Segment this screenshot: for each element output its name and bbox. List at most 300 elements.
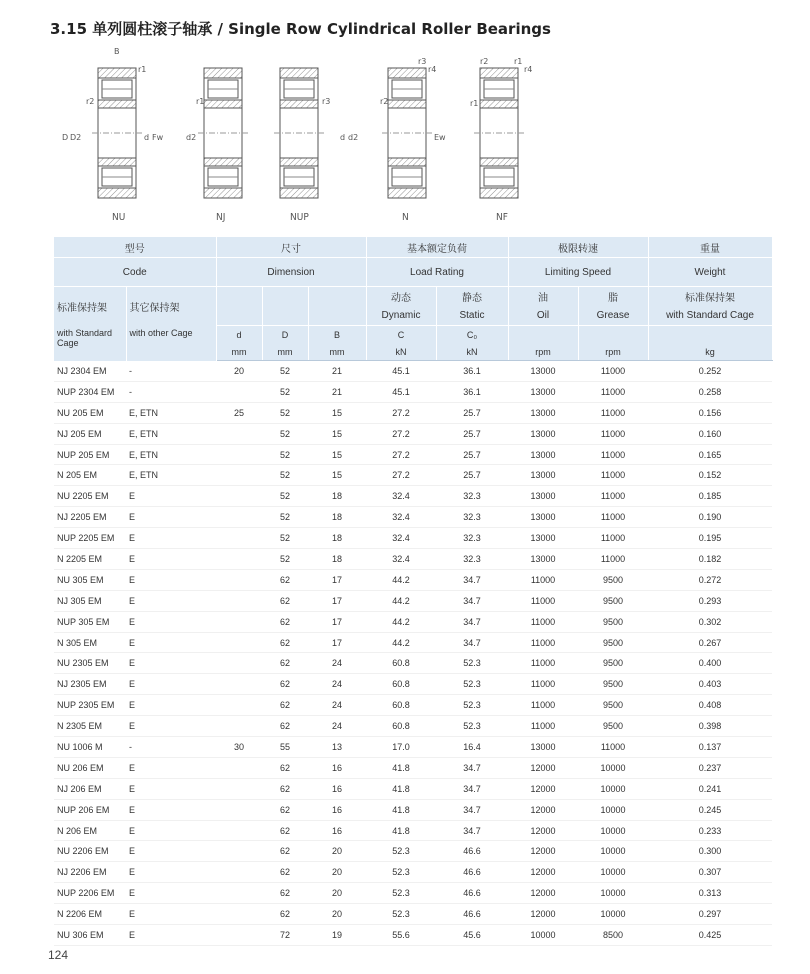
cell-oil: 13000 xyxy=(530,512,556,523)
cell-other: E xyxy=(129,574,136,585)
cell-b: 17 xyxy=(331,637,342,648)
cell-other: E xyxy=(129,679,136,690)
cell-d xyxy=(216,549,262,570)
cell-c0: 34.7 xyxy=(463,804,481,815)
cell-other: E, ETN xyxy=(129,407,159,418)
cell-grease: 11000 xyxy=(600,407,626,418)
cell-w: 0.185 xyxy=(698,491,722,502)
cell-code: NU 1006 M xyxy=(57,741,103,752)
cell-b: 20 xyxy=(331,846,342,857)
cell-c0: 46.6 xyxy=(463,888,481,899)
table-row xyxy=(54,486,772,507)
header-unit-oil: rpm xyxy=(508,344,578,361)
cell-d: 62 xyxy=(279,637,290,648)
outer-ring-top xyxy=(388,68,426,78)
dim-label-Fw: Fw xyxy=(152,133,164,142)
dim-label-D2: D2 xyxy=(70,133,82,142)
cell-grease: 10000 xyxy=(600,909,626,920)
outer-ring-bottom xyxy=(98,188,136,198)
cell-b: 15 xyxy=(331,470,342,481)
table-row xyxy=(54,925,772,946)
outer-ring-bottom xyxy=(280,188,318,198)
table-row xyxy=(54,549,772,570)
cell-grease: 9500 xyxy=(602,616,624,627)
dim-label-r4-n: r4 xyxy=(428,65,437,74)
inner-ring-bottom xyxy=(98,158,136,166)
cell-w: 0.293 xyxy=(698,595,722,606)
dim-label-d2-nj: d2 xyxy=(186,133,197,142)
cell-c: 27.2 xyxy=(392,470,410,481)
table-row xyxy=(54,674,772,695)
bearing-diagrams xyxy=(40,46,800,236)
cell-grease: 10000 xyxy=(600,762,626,773)
dim-label-d: d xyxy=(144,133,150,142)
diagram-label-n: N xyxy=(402,212,409,223)
cell-w: 0.313 xyxy=(698,888,722,899)
cell-other: E xyxy=(129,491,136,502)
cell-c0: 34.7 xyxy=(463,637,481,648)
cell-b: 24 xyxy=(331,658,342,669)
diagram-label-nu: NU xyxy=(112,212,126,223)
table-row xyxy=(54,423,772,444)
header-dimension-en: Dimension xyxy=(216,258,366,287)
cell-b: 16 xyxy=(331,804,342,815)
cell-oil: 13000 xyxy=(530,470,556,481)
cell-b: 15 xyxy=(331,407,342,418)
cell-c0: 32.3 xyxy=(463,491,481,502)
cell-d: 52 xyxy=(279,365,290,376)
cell-d: 52 xyxy=(279,470,290,481)
cell-d xyxy=(216,653,262,674)
cell-w: 0.237 xyxy=(698,762,722,773)
table-row xyxy=(54,507,772,528)
cell-other: E, ETN xyxy=(129,449,159,460)
cell-oil: 12000 xyxy=(530,909,556,920)
cell-b: 18 xyxy=(331,512,342,523)
cell-oil: 12000 xyxy=(530,867,556,878)
cell-code: NJ 206 EM xyxy=(57,783,102,794)
header-std-cage-cn: 标准保持架 xyxy=(54,287,126,326)
cell-grease: 9500 xyxy=(602,658,624,669)
cell-grease: 9500 xyxy=(602,574,624,585)
cell-grease: 10000 xyxy=(600,825,626,836)
cell-c0: 25.7 xyxy=(463,449,481,460)
cell-d: 62 xyxy=(279,679,290,690)
table-row xyxy=(54,883,772,904)
header-dynamic-en: Dynamic xyxy=(366,306,436,326)
cell-code: N 2205 EM xyxy=(57,553,103,564)
cell-w: 0.195 xyxy=(698,533,722,544)
cell-d: 62 xyxy=(279,804,290,815)
dim-label-r1-nj: r1 xyxy=(196,97,205,106)
cell-grease: 10000 xyxy=(600,888,626,899)
cell-oil: 12000 xyxy=(530,804,556,815)
cell-grease: 11000 xyxy=(600,491,626,502)
cell-d: 62 xyxy=(279,762,290,773)
cell-oil: 12000 xyxy=(530,762,556,773)
cell-d xyxy=(216,632,262,653)
header-sym-C0: C₀ xyxy=(436,326,508,345)
cell-d xyxy=(216,528,262,549)
table-row xyxy=(54,820,772,841)
cell-oil: 13000 xyxy=(530,428,556,439)
cell-c0: 45.6 xyxy=(463,929,481,940)
cell-other: E xyxy=(129,804,136,815)
inner-ring-bottom xyxy=(204,158,242,166)
cell-c: 27.2 xyxy=(392,449,410,460)
cell-other: E xyxy=(129,867,136,878)
outer-ring-bottom xyxy=(480,188,518,198)
table-row xyxy=(54,361,772,382)
cell-grease: 9500 xyxy=(602,637,624,648)
cell-oil: 13000 xyxy=(530,407,556,418)
cell-c: 44.2 xyxy=(392,637,410,648)
cell-c: 32.4 xyxy=(392,491,410,502)
header-speed-en: Limiting Speed xyxy=(508,258,648,287)
table-row xyxy=(54,799,772,820)
cell-d: 72 xyxy=(279,929,290,940)
bearing-section-3 xyxy=(382,68,432,198)
cell-c: 41.8 xyxy=(392,804,410,815)
table-row xyxy=(54,611,772,632)
cell-oil: 13000 xyxy=(530,741,556,752)
cell-oil: 11000 xyxy=(530,616,556,627)
cell-c: 60.8 xyxy=(392,679,410,690)
cell-code: NJ 2206 EM xyxy=(57,867,107,878)
cell-w: 0.302 xyxy=(698,616,722,627)
cell-w: 0.160 xyxy=(698,428,722,439)
cell-w: 0.307 xyxy=(698,867,722,878)
cell-d xyxy=(216,423,262,444)
header-weight-cage-en: with Standard Cage xyxy=(648,306,772,326)
cell-grease: 10000 xyxy=(600,846,626,857)
table-row xyxy=(54,569,772,590)
cell-d: 52 xyxy=(279,533,290,544)
cell-oil: 11000 xyxy=(530,700,556,711)
dim-label-r4-nf: r4 xyxy=(524,65,533,74)
cell-grease: 11000 xyxy=(600,386,626,397)
bearing-section-0 xyxy=(92,68,142,198)
cell-d xyxy=(216,381,262,402)
inner-ring-top xyxy=(204,100,242,108)
header-weight-cn: 重量 xyxy=(648,237,772,258)
cell-d xyxy=(216,799,262,820)
cell-d xyxy=(216,486,262,507)
dim-label-ew: Ew xyxy=(434,133,446,142)
header-oil-en: Oil xyxy=(508,306,578,326)
cell-code: NUP 2206 EM xyxy=(57,888,115,899)
diagram-label-nf: NF xyxy=(496,212,508,223)
cell-d: 52 xyxy=(279,491,290,502)
cell-c0: 34.7 xyxy=(463,595,481,606)
cell-other: E xyxy=(129,533,136,544)
cell-d xyxy=(216,925,262,946)
cell-d xyxy=(216,674,262,695)
cell-c: 32.4 xyxy=(392,533,410,544)
cell-c: 27.2 xyxy=(392,428,410,439)
cell-c: 52.3 xyxy=(392,888,410,899)
cell-c0: 36.1 xyxy=(463,365,481,376)
cell-d: 52 xyxy=(279,428,290,439)
cell-c0: 52.3 xyxy=(463,679,481,690)
cell-b: 20 xyxy=(331,888,342,899)
cell-code: NUP 206 EM xyxy=(57,804,110,815)
cell-code: NJ 205 EM xyxy=(57,428,102,439)
header-other-cage-en: with other Cage xyxy=(126,326,216,361)
cell-other: - xyxy=(129,741,132,752)
cell-d xyxy=(216,611,262,632)
cell-w: 0.258 xyxy=(698,386,722,397)
cell-d xyxy=(216,569,262,590)
header-weight-en: Weight xyxy=(648,258,772,287)
cell-b: 18 xyxy=(331,553,342,564)
cell-grease: 10000 xyxy=(600,804,626,815)
cell-grease: 9500 xyxy=(602,679,624,690)
header-unit-grease: rpm xyxy=(578,344,648,361)
header-load-en: Load Rating xyxy=(366,258,508,287)
header-oil-cn: 油 xyxy=(508,287,578,307)
table-row xyxy=(54,737,772,758)
cell-d: 62 xyxy=(279,658,290,669)
cell-d xyxy=(216,883,262,904)
cell-c: 52.3 xyxy=(392,909,410,920)
outer-ring-top xyxy=(204,68,242,78)
cell-c: 41.8 xyxy=(392,783,410,794)
cell-code: NUP 2305 EM xyxy=(57,700,115,711)
page-number: 124 xyxy=(48,948,69,962)
inner-ring-top xyxy=(388,100,426,108)
cell-w: 0.425 xyxy=(698,929,722,940)
cell-other: E xyxy=(129,700,136,711)
cell-grease: 10000 xyxy=(600,783,626,794)
cell-w: 0.297 xyxy=(698,909,722,920)
cell-b: 16 xyxy=(331,783,342,794)
cell-other: E xyxy=(129,595,136,606)
cell-d xyxy=(216,778,262,799)
cell-b: 24 xyxy=(331,679,342,690)
header-grease-cn: 脂 xyxy=(578,287,648,307)
cell-oil: 11000 xyxy=(530,721,556,732)
cell-c0: 36.1 xyxy=(463,386,481,397)
dim-label-r2-n: r2 xyxy=(380,97,389,106)
table-row xyxy=(54,757,772,778)
header-model-cn: 型号 xyxy=(54,237,216,258)
cell-b: 24 xyxy=(331,700,342,711)
outer-ring-top xyxy=(98,68,136,78)
cell-c0: 25.7 xyxy=(463,428,481,439)
cell-d xyxy=(216,716,262,737)
cell-c: 41.8 xyxy=(392,762,410,773)
cell-c0: 46.6 xyxy=(463,909,481,920)
cell-b: 13 xyxy=(331,741,342,752)
table-row xyxy=(54,402,772,423)
cell-d: 62 xyxy=(279,700,290,711)
cell-d: 62 xyxy=(279,783,290,794)
cell-w: 0.245 xyxy=(698,804,722,815)
outer-ring-top xyxy=(280,68,318,78)
cell-d: 30 xyxy=(233,741,244,752)
cell-other: - xyxy=(129,365,132,376)
cell-d xyxy=(216,444,262,465)
cell-c0: 34.7 xyxy=(463,616,481,627)
cell-code: NUP 2304 EM xyxy=(57,386,115,397)
cell-c: 32.4 xyxy=(392,512,410,523)
cell-code: NU 2205 EM xyxy=(57,491,109,502)
table-row xyxy=(54,381,772,402)
table-row xyxy=(54,862,772,883)
cell-d: 20 xyxy=(233,365,244,376)
cell-grease: 9500 xyxy=(602,721,624,732)
cell-b: 24 xyxy=(331,721,342,732)
cell-grease: 11000 xyxy=(600,533,626,544)
table-row xyxy=(54,465,772,486)
cell-d: 52 xyxy=(279,449,290,460)
cell-c0: 46.6 xyxy=(463,846,481,857)
header-std-cage-en: with Standard Cage xyxy=(54,326,126,361)
cell-other: E xyxy=(129,616,136,627)
cell-other: E xyxy=(129,929,136,940)
dim-label-d2-nup: d2 xyxy=(348,133,359,142)
inner-ring-top xyxy=(480,100,518,108)
cell-c: 52.3 xyxy=(392,867,410,878)
cell-code: NUP 205 EM xyxy=(57,449,110,460)
dim-label-r3-n: r3 xyxy=(418,57,427,66)
header-unit-D: mm xyxy=(262,344,308,361)
cell-c0: 25.7 xyxy=(463,407,481,418)
cell-d: 52 xyxy=(279,553,290,564)
table-row xyxy=(54,695,772,716)
cell-other: E xyxy=(129,783,136,794)
cell-other: E xyxy=(129,888,136,899)
cell-other: E xyxy=(129,658,136,669)
cell-w: 0.300 xyxy=(698,846,722,857)
cell-grease: 11000 xyxy=(600,470,626,481)
cell-d: 62 xyxy=(279,909,290,920)
header-grease-en: Grease xyxy=(578,306,648,326)
cell-d xyxy=(216,507,262,528)
cell-w: 0.398 xyxy=(698,721,722,732)
cell-other: E xyxy=(129,553,136,564)
dim-label-r2-nf: r2 xyxy=(480,57,489,66)
cell-w: 0.137 xyxy=(698,741,722,752)
table-row xyxy=(54,904,772,925)
cell-code: NU 206 EM xyxy=(57,762,104,773)
cell-code: NUP 2205 EM xyxy=(57,533,115,544)
cell-c: 41.8 xyxy=(392,825,410,836)
cell-d: 62 xyxy=(279,574,290,585)
cell-w: 0.408 xyxy=(698,700,722,711)
bearing-section-4 xyxy=(474,68,524,198)
table-row xyxy=(54,590,772,611)
cell-grease: 10000 xyxy=(600,867,626,878)
cell-other: E, ETN xyxy=(129,470,159,481)
cell-code: NJ 2305 EM xyxy=(57,679,107,690)
cell-grease: 9500 xyxy=(602,595,624,606)
cell-c: 44.2 xyxy=(392,574,410,585)
header-weight-cage-cn: 标准保持架 xyxy=(648,287,772,307)
cell-code: N 206 EM xyxy=(57,825,98,836)
cell-grease: 11000 xyxy=(600,553,626,564)
cell-oil: 13000 xyxy=(530,449,556,460)
cell-c: 55.6 xyxy=(392,929,410,940)
diagram-label-nj: NJ xyxy=(216,212,226,223)
cell-code: N 205 EM xyxy=(57,470,98,481)
cell-c: 60.8 xyxy=(392,658,410,669)
cell-code: N 2305 EM xyxy=(57,721,103,732)
cell-d: 62 xyxy=(279,595,290,606)
table-row xyxy=(54,444,772,465)
diagram-label-nup: NUP xyxy=(290,212,309,223)
cell-oil: 11000 xyxy=(530,574,556,585)
cell-oil: 13000 xyxy=(530,533,556,544)
header-sym-d: d xyxy=(216,326,262,345)
cell-d: 55 xyxy=(279,741,290,752)
cell-code: NU 2305 EM xyxy=(57,658,109,669)
cell-c0: 32.3 xyxy=(463,553,481,564)
dim-label-r1b-nf: r1 xyxy=(470,99,479,108)
cell-c: 27.2 xyxy=(392,407,410,418)
table-row xyxy=(54,653,772,674)
cell-code: NJ 305 EM xyxy=(57,595,102,606)
cell-d: 62 xyxy=(279,867,290,878)
cell-grease: 11000 xyxy=(600,428,626,439)
cell-oil: 10000 xyxy=(530,929,556,940)
header-sym-D: D xyxy=(262,326,308,345)
cell-oil: 13000 xyxy=(530,491,556,502)
header-speed-cn: 极限转速 xyxy=(508,237,648,258)
cell-grease: 9500 xyxy=(602,700,624,711)
cell-other: E xyxy=(129,909,136,920)
cell-b: 16 xyxy=(331,762,342,773)
header-unit-B: mm xyxy=(308,344,366,361)
header-load-cn: 基本额定负荷 xyxy=(366,237,508,258)
cell-c: 52.3 xyxy=(392,846,410,857)
cell-other: E xyxy=(129,762,136,773)
cell-c0: 32.3 xyxy=(463,533,481,544)
inner-ring-bottom xyxy=(388,158,426,166)
cell-code: NUP 305 EM xyxy=(57,616,110,627)
cell-d xyxy=(216,904,262,925)
cell-oil: 13000 xyxy=(530,365,556,376)
dim-label-d-nup: d xyxy=(340,133,346,142)
cell-c0: 34.7 xyxy=(463,783,481,794)
cell-b: 17 xyxy=(331,616,342,627)
cell-b: 15 xyxy=(331,449,342,460)
cell-code: N 305 EM xyxy=(57,637,98,648)
cell-w: 0.241 xyxy=(698,783,722,794)
cell-d: 25 xyxy=(233,407,244,418)
cell-c0: 32.3 xyxy=(463,512,481,523)
inner-ring-top xyxy=(280,100,318,108)
cell-oil: 13000 xyxy=(530,386,556,397)
cell-b: 18 xyxy=(331,533,342,544)
header-other-cage-cn: 其它保持架 xyxy=(126,287,216,326)
cell-c0: 52.3 xyxy=(463,658,481,669)
cell-c0: 46.6 xyxy=(463,867,481,878)
cell-c0: 34.7 xyxy=(463,762,481,773)
page-title: 3.15 单列圆柱滚子轴承 / Single Row Cylindrical Roller Bearings xyxy=(50,20,551,38)
dim-label-r2: r2 xyxy=(86,97,95,106)
cell-w: 0.165 xyxy=(698,449,722,460)
cell-other: E xyxy=(129,637,136,648)
cell-d: 52 xyxy=(279,407,290,418)
cell-code: NU 2206 EM xyxy=(57,846,109,857)
cell-b: 16 xyxy=(331,825,342,836)
cell-d xyxy=(216,465,262,486)
cell-d xyxy=(216,841,262,862)
cell-oil: 12000 xyxy=(530,888,556,899)
cell-grease: 11000 xyxy=(600,449,626,460)
